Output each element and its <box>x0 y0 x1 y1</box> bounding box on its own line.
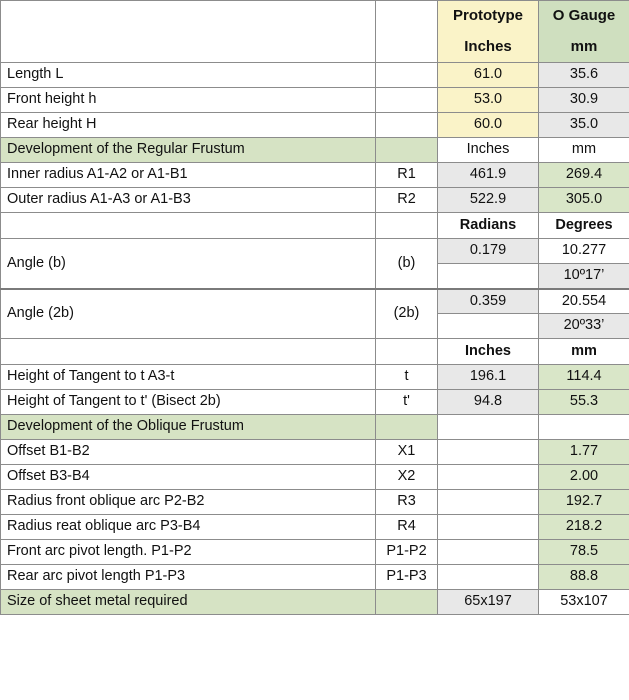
table-row <box>1 540 629 565</box>
section-gauge-unit <box>539 415 629 440</box>
table-row <box>1 113 629 138</box>
row-gauge-dms: 10º17’ <box>539 264 629 289</box>
row-gauge-value: 269.4 <box>539 163 629 188</box>
unit-row-symbol <box>376 339 438 365</box>
header-prototype-unit: Inches <box>438 32 539 63</box>
unit-row-label <box>1 339 376 365</box>
row-prototype-value <box>438 490 539 515</box>
row-prototype-value <box>438 515 539 540</box>
unit-mm: mm <box>539 339 629 365</box>
table-row <box>1 390 629 415</box>
row-prototype-value: 0.179 <box>438 239 539 264</box>
row-label: Height of Tangent to t' (Bisect 2b) <box>1 390 376 415</box>
unit-inches: Inches <box>438 339 539 365</box>
section-symbol <box>376 138 438 163</box>
table-row <box>1 365 629 390</box>
summary-prototype-value: 65x197 <box>438 590 539 615</box>
section-prototype-unit: Inches <box>438 138 539 163</box>
row-label: Angle (b) <box>1 239 376 289</box>
row-gauge-value: 88.8 <box>539 565 629 590</box>
section-prototype-unit <box>438 415 539 440</box>
unit-radians: Radians <box>438 213 539 239</box>
row-label: Offset B1-B2 <box>1 440 376 465</box>
section-header-row <box>1 138 629 163</box>
row-gauge-value: 218.2 <box>539 515 629 540</box>
row-symbol: R1 <box>376 163 438 188</box>
row-symbol: P1-P3 <box>376 565 438 590</box>
row-gauge-value: 30.9 <box>539 88 629 113</box>
row-gauge-value: 305.0 <box>539 188 629 213</box>
table-header-row-1 <box>1 1 629 32</box>
row-gauge-value: 55.3 <box>539 390 629 415</box>
row-label: Inner radius A1-A2 or A1-B1 <box>1 163 376 188</box>
row-gauge-value: 2.00 <box>539 465 629 490</box>
section-header-row <box>1 415 629 440</box>
header-blank-symbol <box>376 1 438 63</box>
row-prototype-value <box>438 565 539 590</box>
table-row <box>1 88 629 113</box>
header-blank-label <box>1 1 376 63</box>
row-prototype-value: 60.0 <box>438 113 539 138</box>
table-row <box>1 565 629 590</box>
row-symbol: R4 <box>376 515 438 540</box>
table-row <box>1 515 629 540</box>
row-symbol: R3 <box>376 490 438 515</box>
row-symbol <box>376 63 438 88</box>
row-label: Front height h <box>1 88 376 113</box>
unit-degrees: Degrees <box>539 213 629 239</box>
row-prototype-value: 53.0 <box>438 88 539 113</box>
header-gauge: O Gauge <box>539 1 629 32</box>
row-symbol: R2 <box>376 188 438 213</box>
header-gauge-unit: mm <box>539 32 629 63</box>
table-row <box>1 465 629 490</box>
row-symbol: t <box>376 365 438 390</box>
table-row <box>1 163 629 188</box>
row-prototype-value: 461.9 <box>438 163 539 188</box>
summary-label: Size of sheet metal required <box>1 590 376 615</box>
row-gauge-value: 192.7 <box>539 490 629 515</box>
row-label: Rear arc pivot length P1-P3 <box>1 565 376 590</box>
row-symbol: P1-P2 <box>376 540 438 565</box>
row-gauge-dms: 20º33’ <box>539 314 629 339</box>
unit-row-label <box>1 213 376 239</box>
summary-symbol <box>376 590 438 615</box>
row-gauge-value: 35.0 <box>539 113 629 138</box>
row-label: Angle (2b) <box>1 289 376 339</box>
table-row <box>1 440 629 465</box>
row-prototype-value: 522.9 <box>438 188 539 213</box>
table-row <box>1 63 629 88</box>
header-prototype: Prototype <box>438 1 539 32</box>
row-label: Height of Tangent to t A3-t <box>1 365 376 390</box>
row-prototype-blank <box>438 314 539 339</box>
section-title: Development of the Oblique Frustum <box>1 415 376 440</box>
table-row <box>1 239 629 264</box>
row-label: Radius front oblique arc P2-B2 <box>1 490 376 515</box>
summary-row <box>1 590 629 615</box>
row-symbol <box>376 113 438 138</box>
row-gauge-value: 10.277 <box>539 239 629 264</box>
row-symbol: (b) <box>376 239 438 289</box>
section-title: Development of the Regular Frustum <box>1 138 376 163</box>
row-gauge-value: 20.554 <box>539 289 629 314</box>
row-gauge-value: 1.77 <box>539 440 629 465</box>
table-row <box>1 490 629 515</box>
row-symbol: X1 <box>376 440 438 465</box>
row-prototype-value: 0.359 <box>438 289 539 314</box>
row-gauge-value: 78.5 <box>539 540 629 565</box>
row-gauge-value: 35.6 <box>539 63 629 88</box>
row-prototype-value: 196.1 <box>438 365 539 390</box>
unit-header-row <box>1 339 629 365</box>
row-symbol <box>376 88 438 113</box>
unit-header-row <box>1 213 629 239</box>
row-symbol: X2 <box>376 465 438 490</box>
row-prototype-value: 94.8 <box>438 390 539 415</box>
row-label: Radius reat oblique arc P3-B4 <box>1 515 376 540</box>
section-symbol <box>376 415 438 440</box>
unit-row-symbol <box>376 213 438 239</box>
row-label: Rear height H <box>1 113 376 138</box>
section-gauge-unit: mm <box>539 138 629 163</box>
summary-gauge-value: 53x107 <box>539 590 629 615</box>
row-prototype-blank <box>438 264 539 289</box>
row-prototype-value <box>438 465 539 490</box>
row-symbol: (2b) <box>376 289 438 339</box>
table-row <box>1 289 629 314</box>
row-label: Outer radius A1-A3 or A1-B3 <box>1 188 376 213</box>
row-label: Front arc pivot length. P1-P2 <box>1 540 376 565</box>
row-label: Length L <box>1 63 376 88</box>
row-symbol: t' <box>376 390 438 415</box>
table-row <box>1 188 629 213</box>
row-label: Offset B3-B4 <box>1 465 376 490</box>
row-prototype-value <box>438 440 539 465</box>
row-prototype-value: 61.0 <box>438 63 539 88</box>
row-gauge-value: 114.4 <box>539 365 629 390</box>
row-prototype-value <box>438 540 539 565</box>
